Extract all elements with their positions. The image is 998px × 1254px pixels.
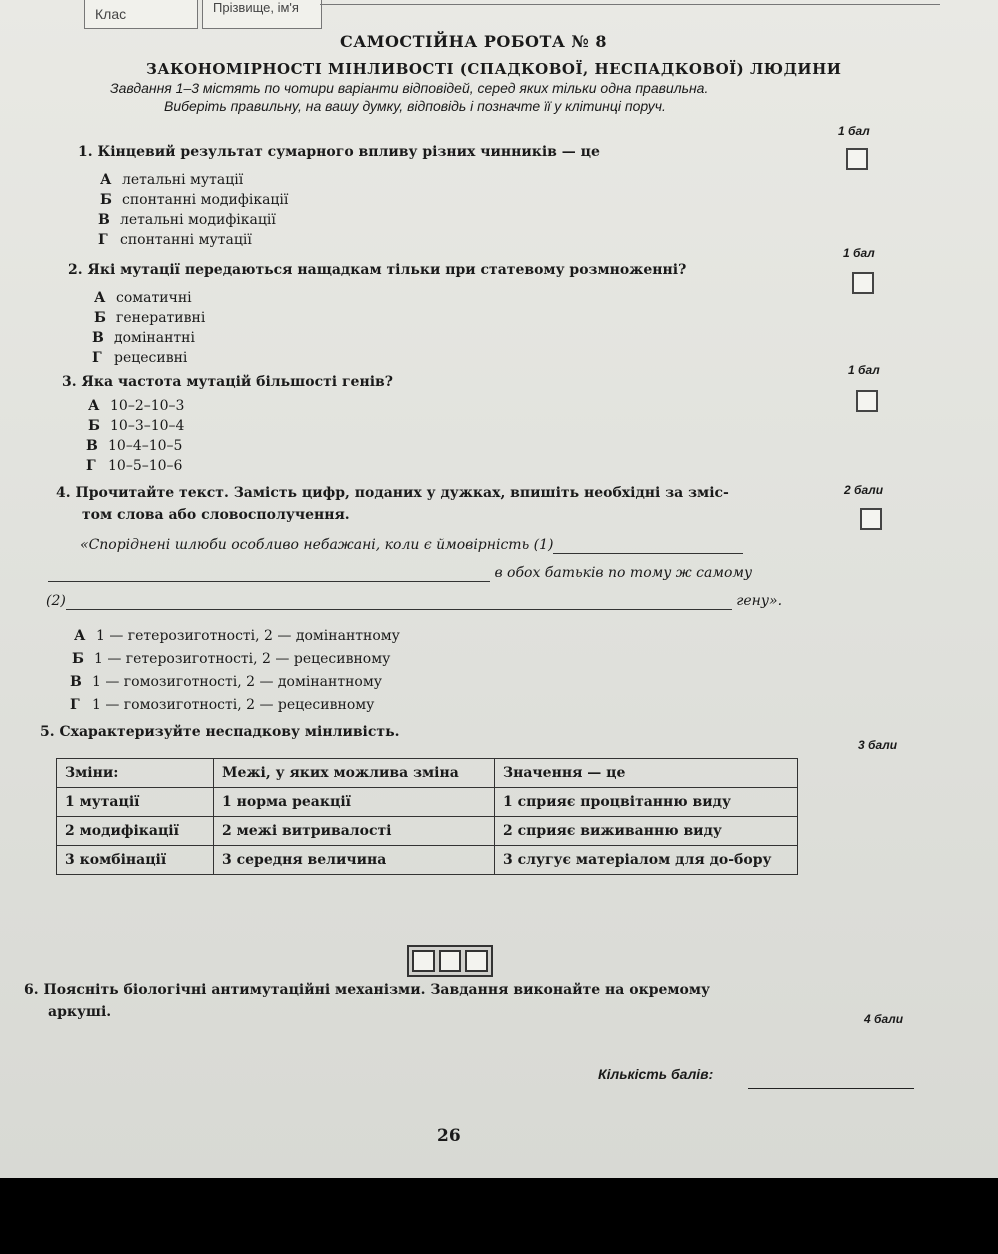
q4-option-v: В 1 — гомозиготності, 2 — домінантному (70, 674, 382, 690)
q5-text: 5. Схарактеризуйте неспадкову мінливість. (40, 724, 400, 740)
score-label: Кількість балів: (598, 1066, 714, 1082)
q4-option-g: Г 1 — гомозиготності, 2 — рецесивному (70, 697, 375, 713)
q3-points: 1 бал (848, 363, 880, 377)
q2-option-v: В домінантні (92, 330, 195, 346)
table-cell: 2 межі витривалості (214, 817, 495, 846)
q1-option-b: Б спонтанні модифікації (100, 192, 289, 208)
q1-answer-box[interactable] (846, 148, 868, 170)
page-number: 26 (437, 1126, 461, 1146)
table-header-cell: Межі, у яких можлива зміна (214, 759, 495, 788)
q4-points: 2 бали (844, 483, 884, 497)
q1-text: 1. Кінцевий результат сумарного впливу різних чинників — це (78, 144, 600, 160)
surname-label: Прізвище, ім'я (213, 0, 299, 15)
q3-option-g: Г 10–5–10–6 (86, 458, 183, 474)
q4-blank-2[interactable] (66, 593, 732, 610)
q3-option-v: В 10–4–10–5 (86, 438, 183, 454)
q4-option-a: А 1 — гетерозиготності, 2 — домінантному (74, 628, 400, 644)
table-row (57, 788, 798, 817)
table-cell: 1 сприяє процвітанню виду (495, 788, 798, 817)
q3-option-a: А 10–2–10–3 (88, 398, 185, 414)
q2-option-b: Б генеративні (94, 310, 206, 326)
class-field[interactable] (84, 0, 198, 29)
q1-option-g: Г спонтанні мутації (98, 232, 252, 248)
table-row (57, 817, 798, 846)
q2-option-g: Г рецесивні (92, 350, 188, 366)
q3-answer-box[interactable] (856, 390, 878, 412)
table-header-cell: Зміни: (57, 759, 214, 788)
instruction-line-1: Завдання 1–3 містять по чотири варіанти відповідей, серед яких тільки одна правильна. (110, 80, 709, 96)
table-cell: 2 модифікації (57, 817, 214, 846)
q5-answer-box-3[interactable] (465, 950, 488, 972)
table-cell: 2 сприяє виживанню виду (495, 817, 798, 846)
table-cell: 1 норма реакції (214, 788, 495, 817)
q5-points: 3 бали (858, 738, 898, 752)
q1-option-v: В летальні модифікації (98, 212, 276, 228)
q6-text-line-2: аркуші. (48, 1004, 112, 1020)
q1-option-a: А летальні мутації (100, 172, 244, 188)
score-input-line[interactable] (748, 1088, 914, 1089)
q4-quote-line-1: «Споріднені шлюби особливо небажані, коли є ймовірність (1) (80, 537, 743, 554)
page-subtitle: ЗАКОНОМІРНОСТІ МІНЛИВОСТІ (СПАДКОВОЇ, НЕСПАДКОВОЇ) ЛЮДИНИ (146, 60, 842, 78)
q4-text-line-1: 4. Прочитайте текст. Замість цифр, поданих у дужках, впишіть необхідні за зміс- (56, 485, 729, 501)
table-cell: 3 середня величина (214, 846, 495, 875)
q2-option-a: А соматичні (94, 290, 192, 306)
q4-quote-line-3: (2) гену». (46, 593, 783, 609)
table-cell: 1 мутації (57, 788, 214, 817)
q5-answer-boxes[interactable] (407, 945, 493, 977)
q6-text-line-1: 6. Поясніть біологічні антимутаційні механізми. Завдання виконайте на окремому (24, 982, 711, 998)
q1-points: 1 бал (838, 124, 870, 138)
table-header-row (57, 759, 798, 788)
table-row (57, 846, 798, 875)
page-title: САМОСТІЙНА РОБОТА № 8 (340, 32, 608, 51)
q4-answer-box[interactable] (860, 508, 882, 530)
table-header-cell: Значення — це (495, 759, 798, 788)
q6-points: 4 бали (864, 1012, 904, 1026)
q3-option-b: Б 10–3–10–4 (88, 418, 185, 434)
q4-quote-line-2: в обох батьків по тому ж самому (48, 565, 752, 582)
q4-blank-1-continued[interactable] (48, 565, 490, 582)
surname-field[interactable] (202, 0, 322, 29)
table-cell: 3 слугує матеріалом для до-бору (495, 846, 798, 875)
q2-answer-box[interactable] (852, 272, 874, 294)
q5-table (56, 758, 798, 875)
q4-option-b: Б 1 — гетерозиготності, 2 — рецесивному (72, 651, 391, 667)
q5-answer-box-2[interactable] (439, 950, 462, 972)
q3-text: 3. Яка частота мутацій більшості генів? (62, 374, 393, 390)
q2-text: 2. Які мутації передаються нащадкам тільки при статевому розмноженні? (68, 262, 687, 278)
q4-text-line-2: том слова або словосполучення. (82, 507, 350, 523)
class-label: Клас (95, 6, 127, 22)
surname-line (320, 4, 940, 5)
table-cell: 3 комбінації (57, 846, 214, 875)
q5-answer-box-1[interactable] (412, 950, 435, 972)
q2-points: 1 бал (843, 246, 875, 260)
instruction-line-2: Виберіть правильну, на вашу думку, відповідь і позначте її у клітинці поруч. (164, 98, 666, 114)
q4-blank-1[interactable] (553, 537, 743, 554)
